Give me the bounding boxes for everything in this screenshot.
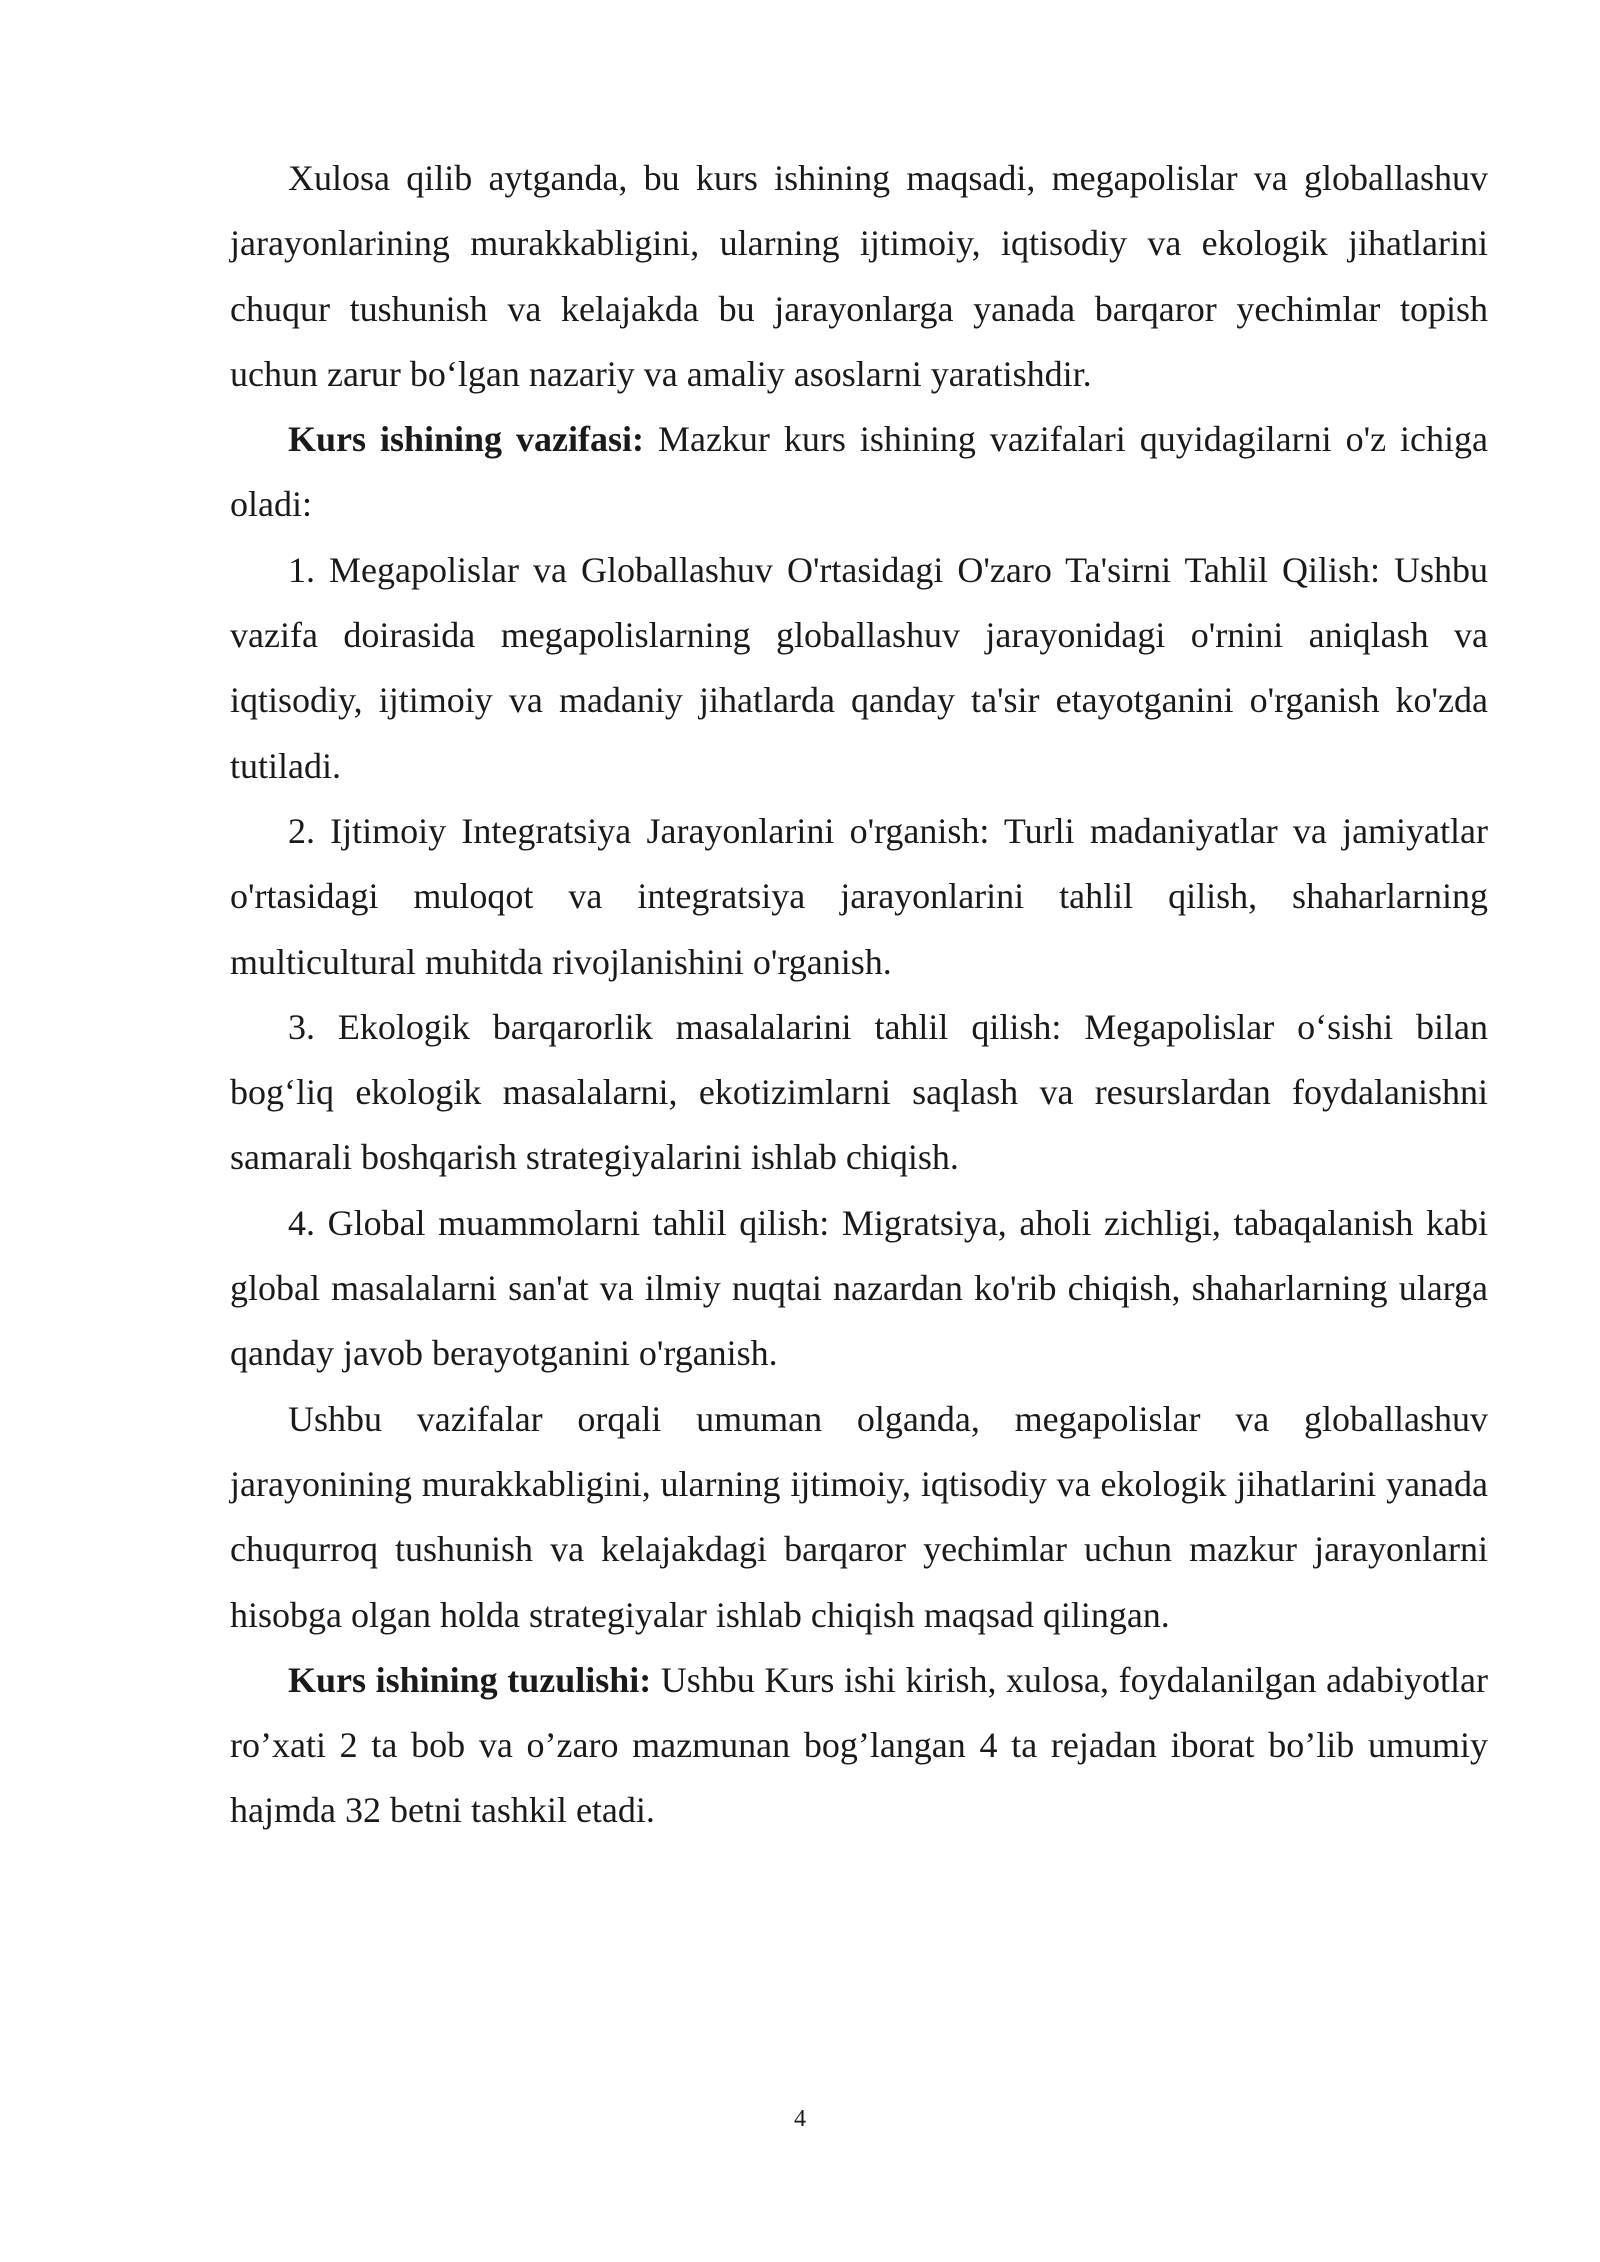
paragraph-text: Ushbu Kurs ishi kirish, xulosa, foydalanilgan adabiyotlar ro’xati 2 ta bob va o’zaro mazmunan bog’langan 4 ta rejadan iborat bo’lib umumiy hajmda 32 betni tashkil etadi. bbox=[230, 1659, 1488, 1831]
section-heading-tasks: Kurs ishining vazifasi: bbox=[288, 419, 644, 460]
list-item-task-1 bbox=[230, 538, 1488, 799]
paragraph-conclusion bbox=[230, 146, 1488, 407]
document-body bbox=[230, 146, 1488, 1844]
paragraph-structure bbox=[230, 1648, 1488, 1844]
list-item-task-3 bbox=[230, 995, 1488, 1191]
paragraph-tasks-intro bbox=[230, 407, 1488, 538]
paragraph-text: 4. Global muammolarni tahlil qilish: Migratsiya, aholi zichligi, tabaqalanish kabi global masalalarni san'at va ilmiy nuqtai nazardan ko'rib chiqish, shaharlarning ularga qanday javob berayotganini o'rganish. bbox=[230, 1202, 1488, 1374]
section-heading-structure: Kurs ishining tuzulishi: bbox=[288, 1659, 652, 1700]
paragraph-text: 2. Ijtimoiy Integratsiya Jarayonlarini o'rganish: Turli madaniyatlar va jamiyatlar o'rtasidagi muloqot va integratsiya jarayonlarini tahlil qilish, shaharlarning multicultural muhitda rivojlanishini o'rganish. bbox=[230, 810, 1488, 982]
list-item-task-2 bbox=[230, 799, 1488, 995]
paragraph-text: Mazkur kurs ishining vazifalari quyidagilarni o'z ichiga oladi: bbox=[230, 419, 1489, 525]
paragraph-text: 1. Megapolislar va Globallashuv O'rtasidagi O'zaro Ta'sirni Tahlil Qilish: Ushbu vazifa doirasida megapolislarning globallashuv jarayonidagi o'rnini aniqlash va iqtisodiy, ijtimoiy va madaniy jihatlarda qanday ta'sir etayotganini o'rganish ko'zda tutiladi. bbox=[230, 549, 1488, 786]
page-number: 4 bbox=[794, 2106, 806, 2132]
paragraph-text: Ushbu vazifalar orqali umuman olganda, megapolislar va globallashuv jarayonining murakkabligini, ularning ijtimoiy, iqtisodiy va ekologik jihatlarini yanada chuqurroq tushunish va kelajakdagi barqaror yechimlar uchun mazkur jarayonlarni hisobga olgan holda strategiyalar ishlab chiqish maqsad qilingan. bbox=[230, 1398, 1488, 1635]
paragraph-text: Xulosa qilib aytganda, bu kurs ishining maqsadi, megapolislar va globallashuv jarayonlarining murakkabligini, ularning ijtimoiy, iqtisodiy va ekologik jihatlarini chuqur tushunish va kelajakda bu jarayonlarga yanada barqaror yechimlar topish uchun zarur boʻlgan nazariy va amaliy asoslarni yaratishdir. bbox=[230, 158, 1488, 394]
list-item-task-4 bbox=[230, 1191, 1488, 1387]
paragraph-tasks-summary bbox=[230, 1387, 1488, 1648]
paragraph-text: 3. Ekologik barqarorlik masalalarini tahlil qilish: Megapolislar oʻsishi bilan bogʻliq ekologik masalalarni, ekotizimlarni saqlash va resurslardan foydalanishni samarali boshqarish strategiyalarini ishlab chiqish. bbox=[230, 1006, 1488, 1178]
